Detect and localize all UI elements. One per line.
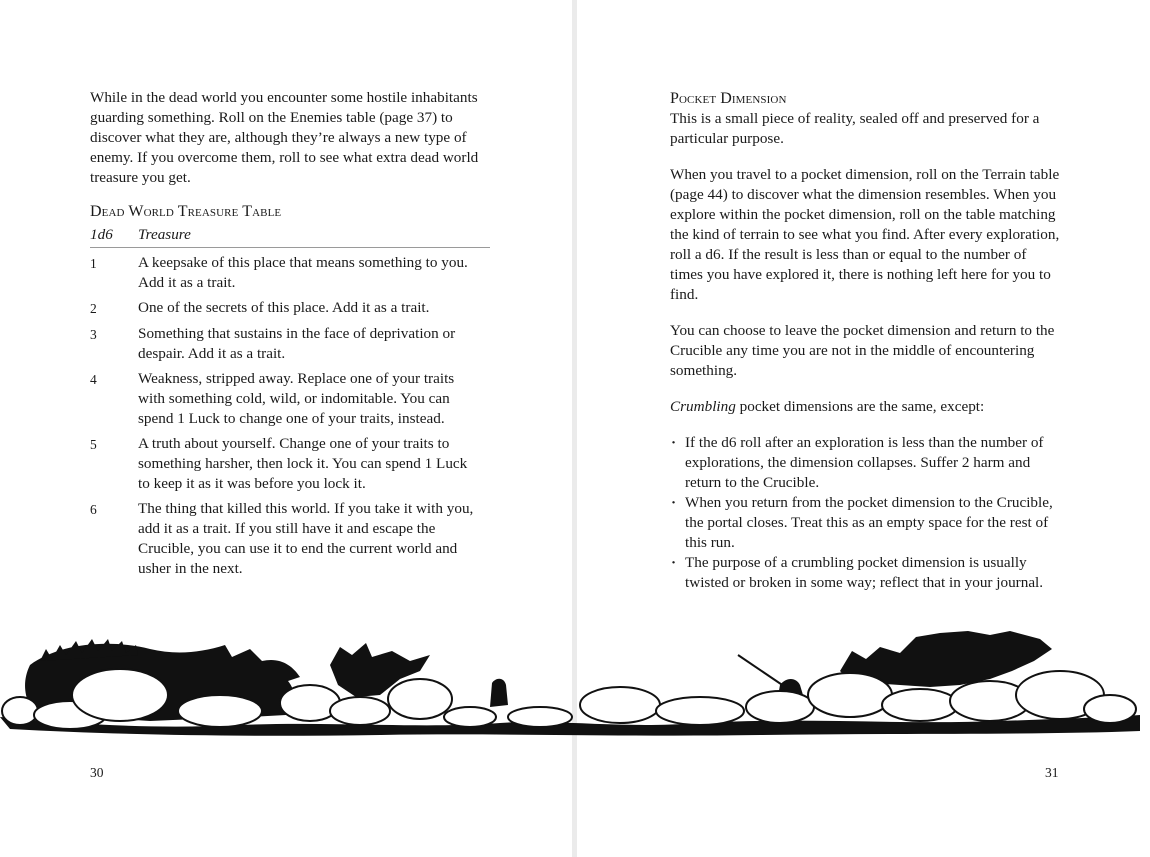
table-row	[90, 324, 490, 364]
figure-silhouette-icon	[490, 679, 508, 707]
paragraph-leave: You can choose to leave the pocket dimension and return to the Crucible any time you are not in the middle of encountering something.	[670, 322, 1055, 379]
cloud-battle-illustration	[0, 625, 1150, 740]
right-column	[670, 89, 1060, 593]
treasure-text: One of the secrets of this place. Add it as a trait.	[138, 299, 430, 316]
table-row	[90, 369, 490, 429]
section-heading: Pocket Dimension	[670, 90, 787, 107]
intro-paragraph: While in the dead world you encounter some hostile inhabitants guarding something. Roll on the Enemies table (page 37) to discover what they are, although they’re always a new type of enemy. If you overcome them, roll to see what extra dead world treasure you get.	[90, 89, 479, 186]
paragraph-intro: This is a small piece of reality, sealed off and preserved for a particular purpose.	[670, 110, 1040, 147]
list-item: · The purpose of a crumbling pocket dimension is usually twisted or broken in some way; reflect that in your journal.	[670, 553, 1060, 593]
left-column	[90, 88, 490, 579]
table-row	[90, 298, 490, 319]
treasure-text: The thing that killed this world. If you take it with you, add it as a trait. If you still have it and escape the Crucible, you can use it to end the current world and usher in the next.	[138, 500, 474, 577]
crumbling-rest: pocket dimensions are the same, except:	[735, 398, 985, 415]
treasure-table-body	[90, 253, 490, 579]
treasure-text: Weakness, stripped away. Replace one of your traits with something cold, wild, or indomitable. You can spend 1 Luck to change one of your traits, instead.	[138, 370, 455, 427]
table-row	[90, 499, 490, 579]
roll-value: 2	[90, 301, 97, 316]
paragraph-crumbling	[670, 397, 1060, 417]
roll-value: 6	[90, 502, 97, 517]
list-item: · When you return from the pocket dimension to the Crucible, the portal closes. Treat this as an empty space for the rest of this run.	[670, 493, 1060, 553]
roll-value: 5	[90, 437, 97, 452]
page-number-left: 30	[90, 765, 104, 780]
treasure-text: A truth about yourself. Change one of your traits to something harsher, then lock it. You can spend 1 Luck to keep it as it was before you lock it.	[138, 435, 468, 492]
crumbling-term: Crumbling	[670, 398, 736, 415]
table-row	[90, 434, 490, 494]
roll-value: 3	[90, 327, 97, 342]
die-column-header: 1d6	[90, 226, 113, 243]
crumbling-rules-list	[670, 433, 1060, 593]
page-number-right: 31	[1045, 765, 1059, 780]
treasure-text: A keepsake of this place that means something to you. Add it as a trait.	[138, 254, 468, 291]
roll-value: 4	[90, 372, 97, 387]
paragraph-travel: When you travel to a pocket dimension, roll on the Terrain table (page 44) to discover what the dimension resembles. When you explore within the pocket dimension, roll on the table matching the kind of terrain to see what you find. After every exploration, roll a d6. If the result is less than or equal to the number of times you have explored it, there is nothing left here for you to find.	[670, 166, 1060, 303]
table-header	[90, 225, 490, 248]
table-row	[90, 253, 490, 293]
list-item: · If the d6 roll after an exploration is less than the number of explorations, the dimension collapses. Suffer 2 harm and return to the Crucible.	[670, 433, 1060, 493]
treasure-column-header: Treasure	[138, 226, 191, 243]
treasure-text: Something that sustains in the face of deprivation or despair. Add it as a trait.	[138, 325, 456, 362]
table-title: Dead World Treasure Table	[90, 203, 282, 220]
roll-value: 1	[90, 256, 97, 271]
